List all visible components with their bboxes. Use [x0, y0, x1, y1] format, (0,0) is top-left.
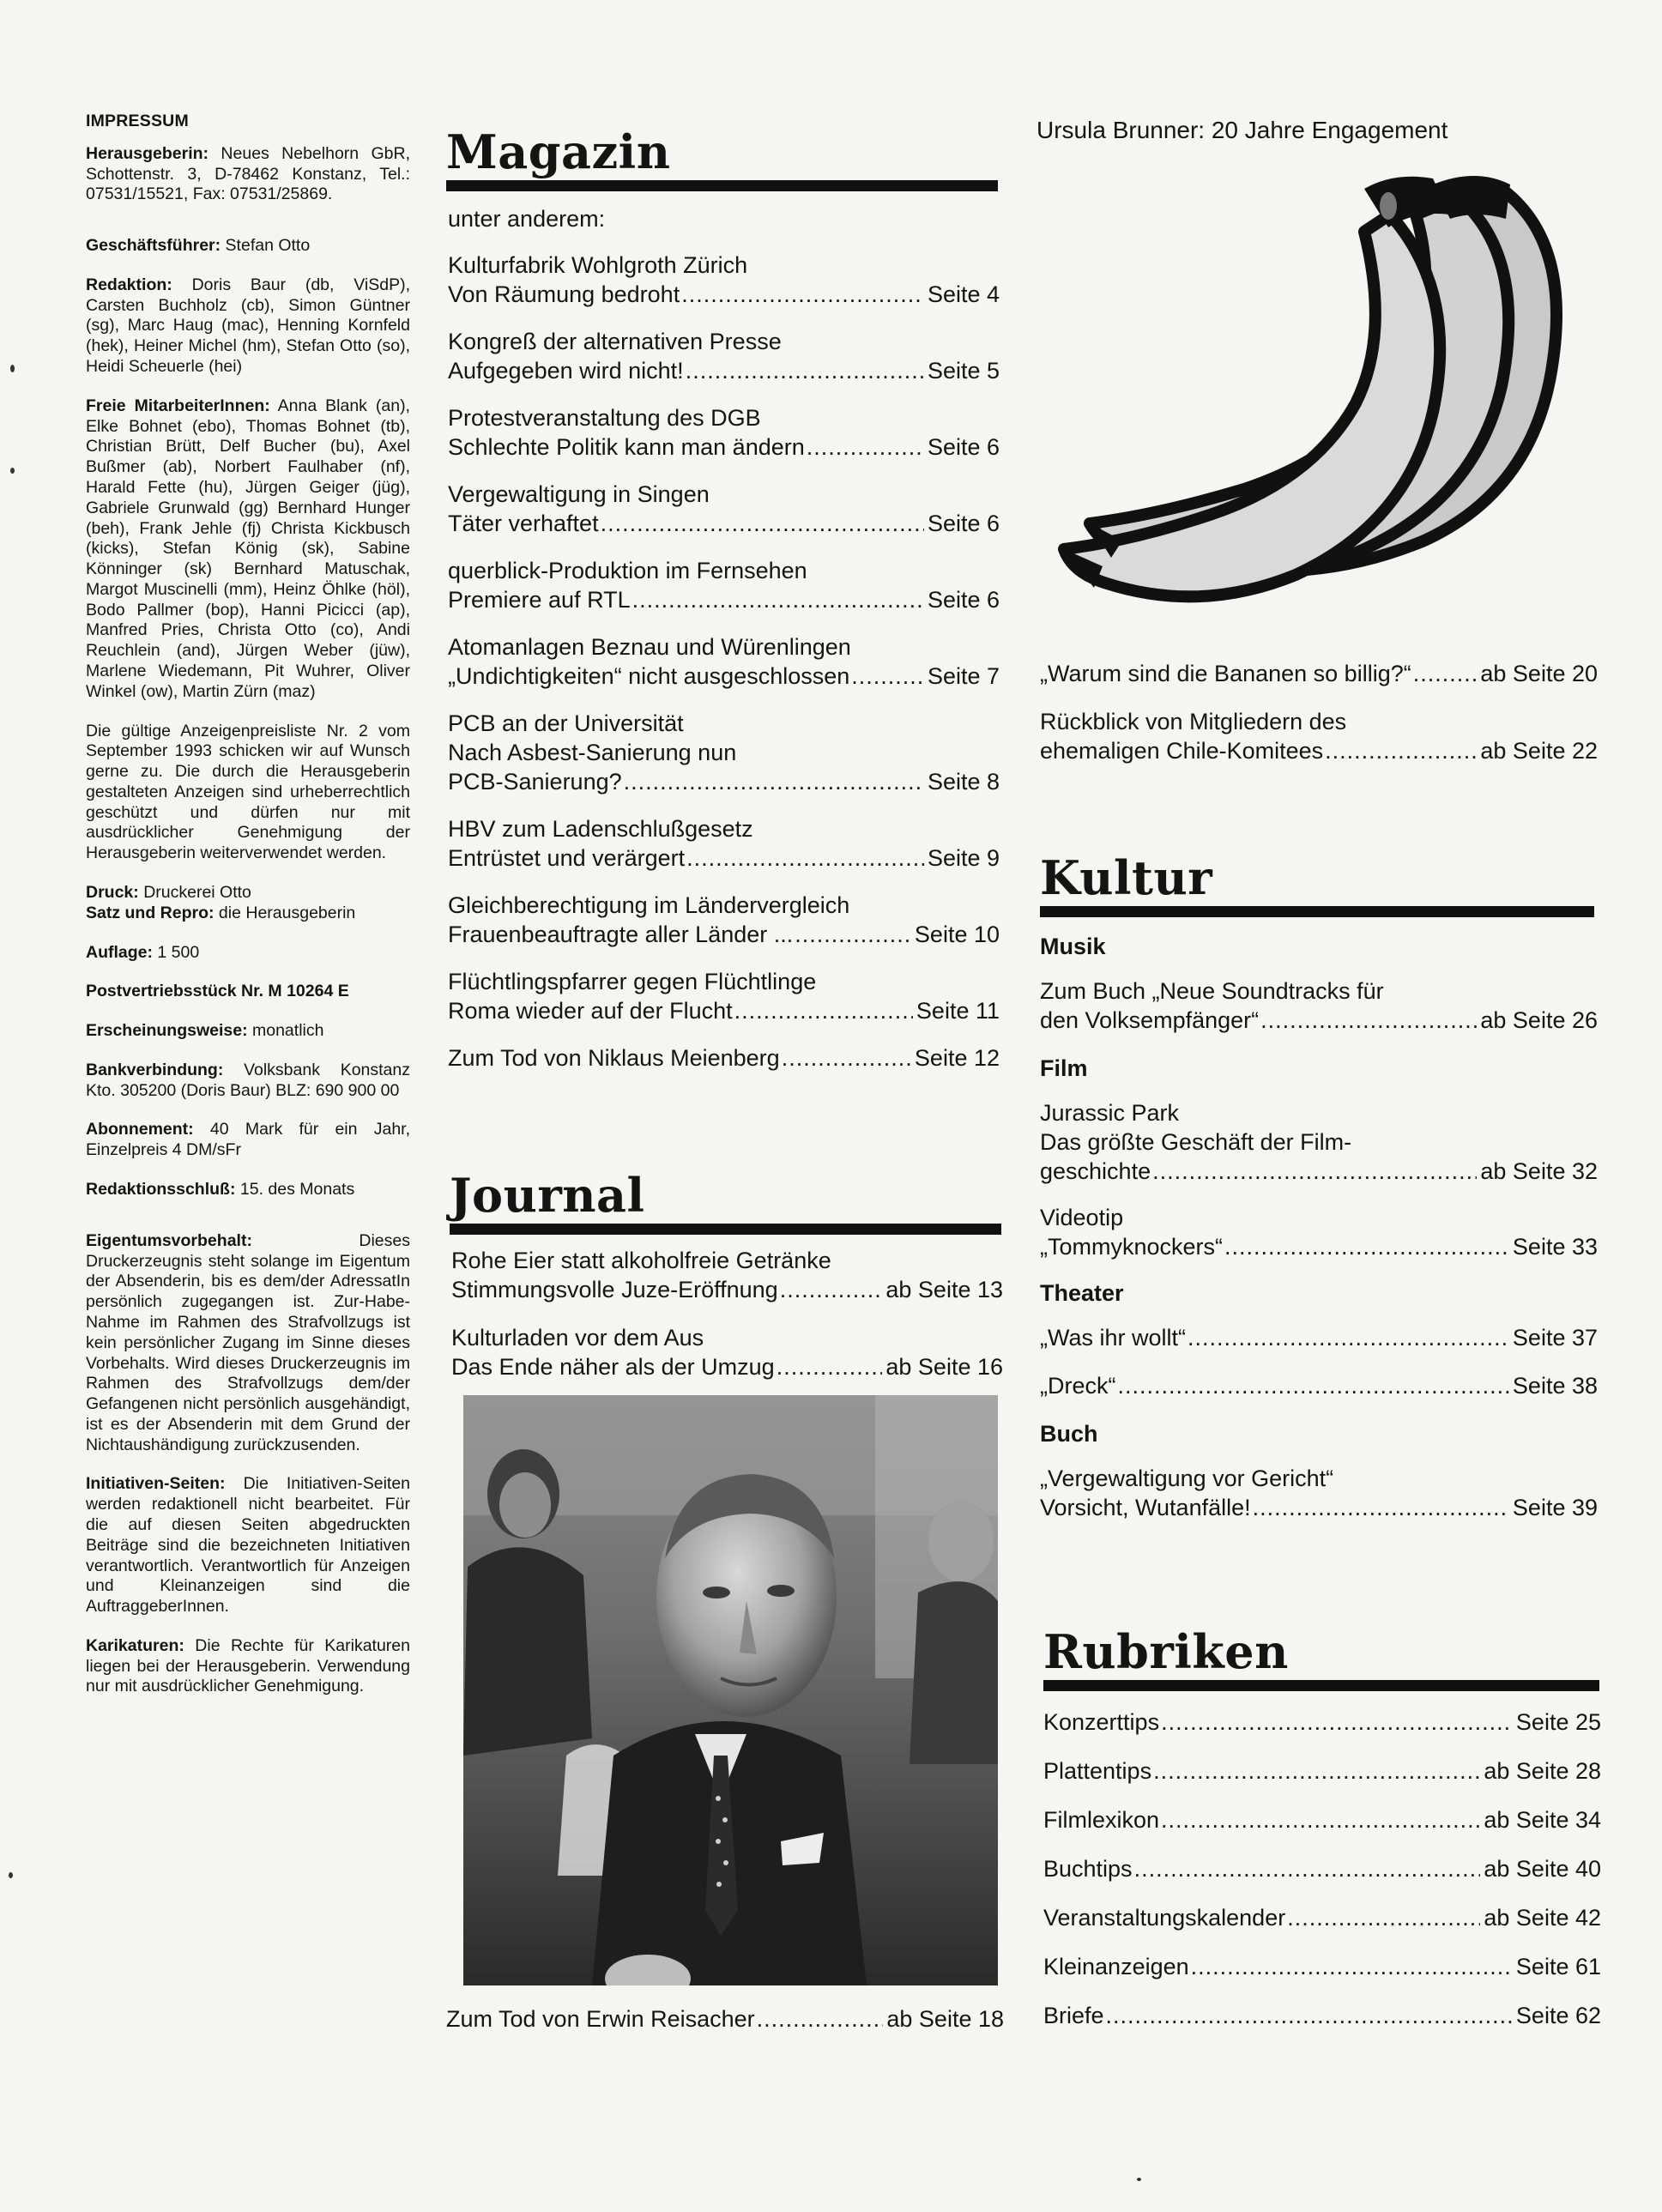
- page-number: Seite 38: [1512, 1373, 1598, 1399]
- impressum-karikaturen: Karikaturen: Die Rechte für Karikaturen liegen bei der Herausgeberin. Verwendung nur mit ausdrücklicher Genehmigung.: [86, 1635, 410, 1696]
- entry-leader-line: [451, 1275, 1003, 1304]
- rubriken-entry: [1043, 1756, 1601, 1786]
- page-number: Seite 6: [927, 587, 1000, 613]
- journal-heading: [450, 1168, 1001, 1235]
- entry-leader-line: [1040, 736, 1598, 765]
- dot-leader: [1118, 1371, 1509, 1400]
- rubriken-entry: [1043, 1805, 1601, 1834]
- magazin-entry: [448, 480, 1000, 538]
- entry-leader-line: [1043, 1756, 1601, 1786]
- impressum-anzeigen: Die gültige Anzeigenpreisliste Nr. 2 vom September 1993 schicken wir auf Wunsch gerne zu. Die durch die Herausgeberin gestalteten Anzeigen sind urheberrechtlich geschützt und dürfen nur mit ausdrücklicher Genehmigung der Herausgeberin weiterverwendet werden.: [86, 721, 410, 863]
- entry-title-line: Jurassic Park: [1040, 1100, 1180, 1126]
- page-number: ab Seite 28: [1484, 1758, 1601, 1784]
- dot-leader: [686, 356, 924, 385]
- kultur-buch-label: Buch: [1040, 1421, 1098, 1447]
- magazin-toc: [448, 204, 1000, 1091]
- kultur-theater-entry: [1040, 1323, 1598, 1352]
- entry-leader-line: [448, 996, 1000, 1025]
- entry-leader-line: [448, 843, 1000, 873]
- entry-subtitle: „Warum sind die Bananen so billig?“: [1040, 661, 1411, 686]
- entry-subtitle: Frauenbeauftragte aller Länder ...: [448, 922, 794, 947]
- entry-title-line: Kulturfabrik Wohlgroth Zürich: [448, 252, 748, 278]
- page-number: ab Seite 34: [1484, 1807, 1601, 1833]
- entry-title-line: Videotip: [1040, 1205, 1124, 1230]
- entry-leader-line: [1043, 1805, 1601, 1834]
- magazin-entry: [448, 327, 1000, 385]
- rubriken-rule: [1043, 1680, 1599, 1691]
- journal-entry: [451, 1323, 1003, 1381]
- page-number: Seite 12: [914, 1045, 1000, 1071]
- entry-leader-line: [448, 356, 1000, 385]
- magazin-entry: [448, 632, 1000, 691]
- dot-leader: [777, 1352, 883, 1381]
- dot-leader: [681, 280, 924, 309]
- entry-subtitle: Von Räumung bedroht: [448, 281, 680, 307]
- page-number: Seite 61: [1515, 1954, 1601, 1979]
- entry-leader-line: [448, 432, 1000, 462]
- rubriken-entry: [1043, 1707, 1601, 1737]
- page-number: ab Seite 16: [885, 1354, 1003, 1380]
- rubriken-entry: [1043, 1854, 1601, 1883]
- entry-title-line: HBV zum Ladenschlußgesetz: [448, 816, 753, 842]
- impressum-redaktionsschluss: Redaktionsschluß: 15. des Monats: [86, 1180, 355, 1200]
- kultur-film-entry: [1040, 1098, 1598, 1186]
- page-number: ab Seite 26: [1480, 1007, 1598, 1033]
- dot-leader: [807, 432, 924, 462]
- entry-leader-line: [448, 585, 1000, 614]
- impressum-erscheinungsweise: Erscheinungsweise: monatlich: [86, 1021, 324, 1041]
- rubriken-entries: [1043, 1707, 1601, 2030]
- kultur-toc: [1040, 932, 1598, 1541]
- magazin-entries: [448, 251, 1000, 1073]
- cover-credit: Ursula Brunner: 20 Jahre Engagement: [1036, 117, 1448, 143]
- page-number: Seite 25: [1515, 1709, 1601, 1735]
- entry-title-line: Kongreß der alternativen Presse: [448, 329, 782, 354]
- dot-leader: [1191, 1952, 1513, 1981]
- entry-subtitle: Buchtips: [1043, 1856, 1133, 1882]
- entry-title-line: Protestveranstaltung des DGB: [448, 405, 761, 431]
- magazin-entry: [448, 556, 1000, 614]
- page-number: ab Seite 42: [1484, 1905, 1601, 1931]
- entry-title-line: Zum Buch „Neue Soundtracks für: [1040, 978, 1384, 1004]
- impressum-herausgeberin: Herausgeberin: Neues Nebelhorn GbR, Schottenstr. 3, D-78462 Konstanz, Tel.: 07531/15521, Fax: 07531/25869.: [86, 143, 411, 204]
- entry-subtitle: Aufgegeben wird nicht!: [448, 358, 684, 384]
- entry-leader-line: [1040, 1371, 1598, 1400]
- journal-toc: [451, 1246, 1003, 1400]
- dot-leader: [1413, 659, 1478, 688]
- entry-leader-line: [448, 767, 1000, 796]
- dot-leader: [782, 1043, 911, 1073]
- page-number: Seite 62: [1515, 2003, 1601, 2028]
- rubriken-heading: [1043, 1624, 1599, 1691]
- entry-leader-line: [1040, 1157, 1598, 1186]
- right-top-entry: [1040, 659, 1598, 688]
- magazin-heading: [446, 124, 998, 191]
- entry-leader-line: [1040, 1006, 1598, 1035]
- entry-title-line: Das größte Geschäft der Film-: [1040, 1129, 1352, 1155]
- dot-leader: [624, 767, 924, 796]
- right-top-entries: [1040, 659, 1598, 765]
- dot-leader: [1188, 1323, 1509, 1352]
- dot-leader: [1106, 2001, 1513, 2030]
- entry-subtitle: Schlechte Politik kann man ändern: [448, 434, 805, 460]
- kultur-film-entries: [1040, 1098, 1598, 1261]
- page-number: Seite 4: [927, 281, 1000, 307]
- journal-rule: [450, 1224, 1001, 1235]
- dot-leader: [780, 1275, 883, 1304]
- entry-subtitle: „Was ihr wollt“: [1040, 1325, 1187, 1351]
- right-top-entry: [1040, 707, 1598, 765]
- dot-leader: [1287, 1903, 1480, 1932]
- dot-leader: [1161, 1707, 1513, 1737]
- entry-subtitle: „Dreck“: [1040, 1373, 1116, 1399]
- entry-subtitle: „Tommyknockers“: [1040, 1234, 1224, 1260]
- magazin-entry: [448, 1043, 1000, 1073]
- dot-leader: [686, 843, 924, 873]
- page-number: ab Seite 40: [1484, 1856, 1601, 1882]
- dot-leader: [1134, 1854, 1481, 1883]
- entry-subtitle: „Undichtigkeiten“ nicht ausgeschlossen: [448, 663, 850, 689]
- impressum-druck: Druck: Druckerei Otto Satz und Repro: die Herausgeberin: [86, 883, 356, 922]
- entry-leader-line: [448, 509, 1000, 538]
- impressum-bankverbindung: Bankverbindung: Volksbank Konstanz Kto. 305200 (Doris Baur) BLZ: 690 900 00: [86, 1060, 410, 1100]
- kultur-musik-label: Musik: [1040, 934, 1106, 959]
- dot-leader: [734, 996, 913, 1025]
- entry-title-line: „Vergewaltigung vor Gericht“: [1040, 1466, 1334, 1491]
- entry-title-line: Rohe Eier statt alkoholfreie Getränke: [451, 1248, 831, 1273]
- kultur-theater-label: Theater: [1040, 1280, 1124, 1306]
- entry-subtitle: den Volksempfänger“: [1040, 1007, 1260, 1033]
- entry-leader-line: [1043, 1903, 1601, 1932]
- entry-subtitle: Premiere auf RTL: [448, 587, 631, 613]
- entry-subtitle: Konzerttips: [1043, 1709, 1160, 1735]
- entry-subtitle: Vorsicht, Wutanfälle!: [1040, 1495, 1251, 1520]
- kultur-theater-entry: [1040, 1371, 1598, 1400]
- impressum-eigentumsvorbehalt: Eigentumsvorbehalt: Dieses Druckerzeugnis steht solange im Eigentum der Absenderin, bis es dem/der AdressatIn persönlich zugegangen ist. Zur-Habe-Nahme im Rahmen des Strafvollzugs ist kein persönlicher Zugang im Sinne dieses Vorbehalts. Wird dieses Druckerzeugnis im Rahmen des Strafvollzugs dem/der Gefangenen nicht persönlich ausgehändigt, ist es der Absenderin mit dem Grund der Nichtaushändigung zurückzusenden.: [86, 1230, 410, 1454]
- dot-leader: [1161, 1805, 1480, 1834]
- page-number: Seite 8: [927, 769, 1000, 795]
- portrait-photo-illustration: [463, 1395, 998, 1985]
- entry-subtitle: PCB-Sanierung?: [448, 769, 622, 795]
- dot-leader: [1260, 1006, 1477, 1035]
- scan-speck: [9, 1872, 13, 1878]
- entry-subtitle: ehemaligen Chile-Komitees: [1040, 738, 1324, 764]
- magazin-entry: [448, 709, 1000, 796]
- dot-leader: [1153, 1756, 1480, 1786]
- impressum-redaktion: Redaktion: Doris Baur (db, ViSdP), Carsten Buchholz (cb), Simon Güntner (sg), Marc Haug (mac), Henning Kornfeld (hek), Heiner Michel (hm), Stefan Otto (so), Heidi Scheuerle (hei): [86, 275, 410, 377]
- impressum-abonnement: Abonnement: 40 Mark für ein Jahr, Einzelpreis 4 DM/sFr: [86, 1120, 411, 1160]
- page-number: ab Seite 20: [1480, 661, 1598, 686]
- entry-leader-line: [1040, 1493, 1598, 1522]
- entry-title-line: Gleichberechtigung im Ländervergleich: [448, 892, 850, 918]
- kultur-musik-entry: [1040, 976, 1598, 1035]
- entry-title-line: PCB an der Universität: [448, 710, 684, 736]
- magazin-title: Magazin: [446, 124, 671, 179]
- rubriken-entry: [1043, 1952, 1601, 1981]
- entry-title-line: Vergewaltigung in Singen: [448, 481, 710, 507]
- page-number: Seite 7: [927, 663, 1000, 689]
- entry-subtitle: Filmlexikon: [1043, 1807, 1160, 1833]
- kultur-buch-entries: [1040, 1464, 1598, 1522]
- magazin-entry: [448, 403, 1000, 462]
- journal-entries: [451, 1246, 1003, 1381]
- magazin-intro: unter anderem:: [448, 206, 606, 232]
- dot-leader: [1325, 736, 1477, 765]
- rubriken-toc: [1043, 1707, 1601, 2050]
- dot-leader: [632, 585, 924, 614]
- scan-speck: [1137, 2178, 1141, 2181]
- page-number: Seite 6: [927, 434, 1000, 460]
- dot-leader: [795, 920, 911, 949]
- scan-speck: [10, 468, 15, 474]
- kultur-buch-entry: [1040, 1464, 1598, 1522]
- entry-title-line: Atomanlagen Beznau und Würenlingen: [448, 634, 851, 660]
- dot-leader: [1224, 1232, 1509, 1261]
- dot-leader: [1152, 1157, 1477, 1186]
- entry-leader-line: [1043, 1952, 1601, 1981]
- page-number: ab Seite 22: [1480, 738, 1598, 764]
- photo-caption: Zum Tod von Erwin Reisacher ..... ab Seite 18: [446, 2006, 1004, 2033]
- entry-leader-line: [1043, 1707, 1601, 1737]
- entry-subtitle: Kleinanzeigen: [1043, 1954, 1189, 1979]
- banana-illustration: [1055, 163, 1605, 626]
- entry-subtitle: geschichte: [1040, 1158, 1151, 1184]
- entry-subtitle: Das Ende näher als der Umzug: [451, 1354, 775, 1380]
- entry-leader-line: [1040, 1232, 1598, 1261]
- entry-leader-line: [1043, 1854, 1601, 1883]
- impressum-column: [86, 112, 410, 1716]
- magazin-entry: [448, 967, 1000, 1025]
- entry-leader-line: [1040, 659, 1598, 688]
- right-top-toc: [1040, 659, 1598, 784]
- entry-leader-line: [1043, 2001, 1601, 2030]
- dot-leader: [851, 662, 924, 691]
- impressum-title: IMPRESSUM: [86, 112, 189, 130]
- entry-title-line: Flüchtlingspfarrer gegen Flüchtlinge: [448, 969, 817, 994]
- entry-subtitle: Täter verhaftet: [448, 511, 599, 536]
- impressum-geschaeftsfuehrer: Geschäftsführer: Stefan Otto: [86, 236, 311, 256]
- entry-subtitle: Briefe: [1043, 2003, 1104, 2028]
- entry-subtitle: Zum Tod von Niklaus Meienberg: [448, 1045, 780, 1071]
- magazin-rule: [446, 180, 998, 191]
- entry-leader-line: [448, 280, 1000, 309]
- entry-leader-line: [1040, 1323, 1598, 1352]
- impressum-freie-mitarbeiter: Freie MitarbeiterInnen: Anna Blank (an), Elke Bohnet (ebo), Thomas Bohnet (tb), Christian Brütt, Delf Bucher (bu), Axel Bußmer (ab), Norbert Faulhaber (nf), Harald Fette (hu), Jürgen Geiger (jüg), Gabriele Grunwald (gg) Bernhard Hunger (beh), Frank Jehle (fj) Christa Kickbusch (kicks), Stefan König (sk), Sabine Könninger (sk) Bernhard Matuschak, Margot Muscinelli (mm), Heinz Öhlke (höl), Bodo Pallmer (bop), Hanni Picicci (ap), Manfred Pries, Christa Otto (co), Andi Reuchlein (and), Jürgen Weber (jüw), Marlene Wiedemann, Pit Wuhrer, Oliver Winkel (ow), Martin Zürn (maz): [86, 396, 410, 701]
- entry-subtitle: Roma wieder auf der Flucht: [448, 998, 733, 1024]
- page-number: Seite 5: [927, 358, 1000, 384]
- impressum-auflage: Auflage: 1 500: [86, 942, 200, 962]
- entry-leader-line: [451, 1352, 1003, 1381]
- kultur-heading: [1040, 850, 1594, 917]
- journal-title: Journal: [450, 1168, 645, 1223]
- kultur-musik-entries: [1040, 976, 1598, 1035]
- entry-subtitle: Stimmungsvolle Juze-Eröffnung: [451, 1277, 778, 1302]
- kultur-theater-entries: [1040, 1323, 1598, 1400]
- journal-entry: [451, 1246, 1003, 1304]
- kultur-film-entry: [1040, 1203, 1598, 1261]
- kultur-rule: [1040, 906, 1594, 917]
- kultur-title: Kultur: [1040, 850, 1213, 905]
- page-number: Seite 37: [1512, 1325, 1598, 1351]
- page-number: Seite 33: [1512, 1234, 1598, 1260]
- page-number: ab Seite 13: [885, 1277, 1003, 1302]
- entry-subtitle: Veranstaltungskalender: [1043, 1905, 1286, 1931]
- rubriken-entry: [1043, 2001, 1601, 2030]
- kultur-film-label: Film: [1040, 1055, 1088, 1081]
- page-number: Seite 9: [927, 845, 1000, 871]
- photo-erwin-reisacher: [463, 1395, 998, 1985]
- entry-leader-line: [448, 920, 1000, 949]
- impressum-initiativen: Initiativen-Seiten: Die Initiativen-Seiten werden redaktionell nicht bearbeitet. Für die auf diesen Seiten abgedruckten Beiträge sind die bezeichneten Initiativen verantwortlich. Verantwortlich für Anzeigen und Kleinanzeigen sind die AuftraggeberInnen.: [86, 1474, 411, 1617]
- banana-icon: [1055, 163, 1605, 626]
- impressum-postvertrieb: Postvertriebsstück Nr. M 10264 E: [86, 982, 349, 1001]
- page-number: Seite 39: [1512, 1495, 1598, 1520]
- scan-speck: [10, 365, 15, 372]
- entry-title-line: Kulturladen vor dem Aus: [451, 1325, 704, 1351]
- magazin-entry: [448, 814, 1000, 873]
- dot-leader: [601, 509, 924, 538]
- entry-subtitle: Plattentips: [1043, 1758, 1152, 1784]
- entry-leader-line: [448, 1043, 1000, 1073]
- page-number: Seite 6: [927, 511, 1000, 536]
- magazin-entry: [448, 251, 1000, 309]
- entry-leader-line: [448, 662, 1000, 691]
- entry-title-line: querblick-Produktion im Fernsehen: [448, 558, 807, 583]
- rubriken-title: Rubriken: [1043, 1624, 1289, 1679]
- dot-leader: [1253, 1493, 1509, 1522]
- entry-title-line: Rückblick von Mitgliedern des: [1040, 709, 1347, 734]
- page-number: Seite 10: [914, 922, 1000, 947]
- rubriken-entry: [1043, 1903, 1601, 1932]
- entry-title-line: Nach Asbest-Sanierung nun: [448, 740, 737, 765]
- entry-subtitle: Entrüstet und verärgert: [448, 845, 686, 871]
- page-number: ab Seite 32: [1480, 1158, 1598, 1184]
- page-number: Seite 11: [916, 998, 1000, 1024]
- magazin-entry: [448, 891, 1000, 949]
